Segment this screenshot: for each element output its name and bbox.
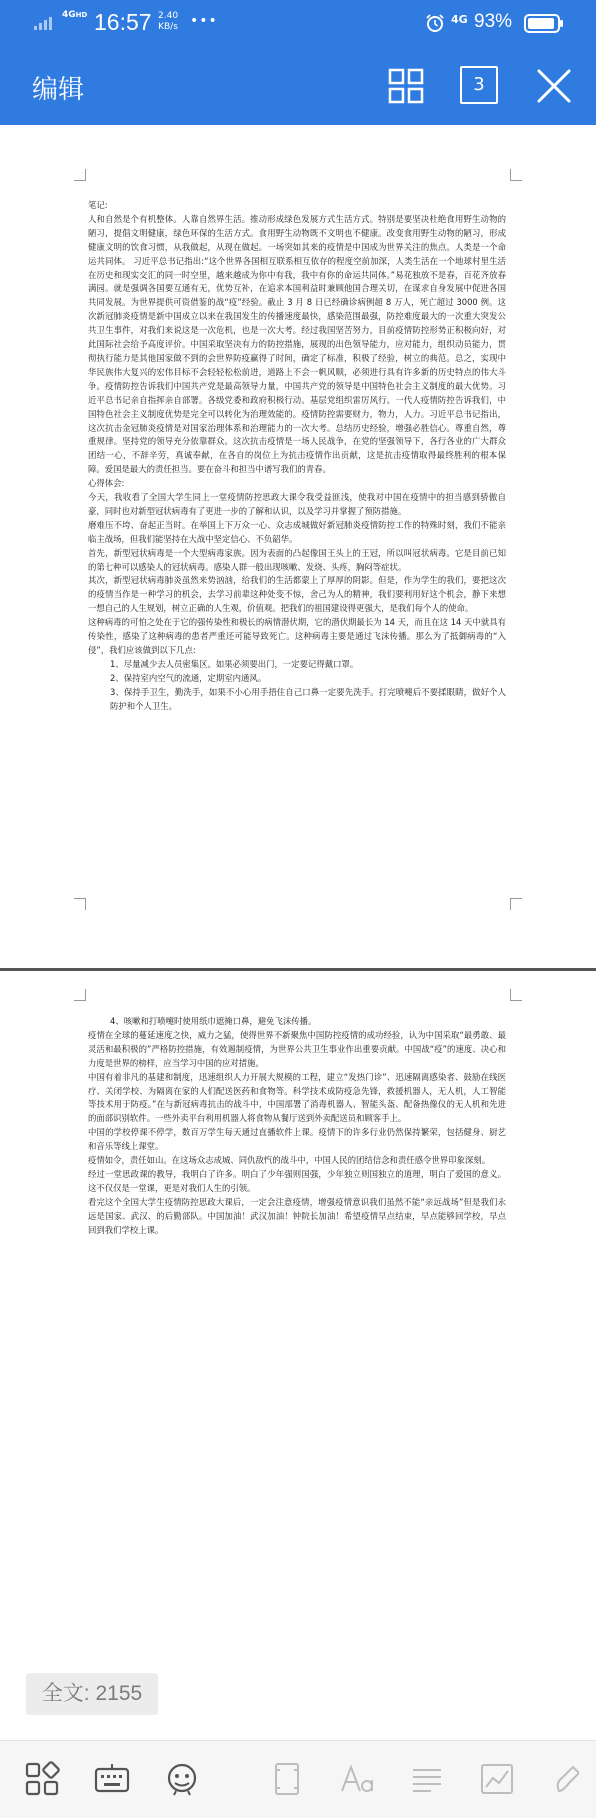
- insert-chart-button[interactable]: [479, 1761, 515, 1797]
- document-paragraph[interactable]: 这种病毒的可怕之处在于它的强传染性和极长的病情潜伏期，它的潜伏期最长为 14 天，而且在这 14 天中就具有传染性，感染了这种病毒的患者严重还可能导致死亡。这种病毒主要是通过飞沫传播。那么为了抵御病毒的“入侵”，我们应该做到以下几点:: [88, 617, 506, 655]
- network-speed-unit: KB/s: [158, 22, 178, 32]
- signal-strength-icon: [34, 16, 56, 30]
- document-paragraph[interactable]: 其次，新型冠状病毒肺炎虽然来势汹汹，给我们的生活都蒙上了厚厚的阴影。但是，作为学生的我们，要把这次的疫情当作是一种学习的机会，去学习前辈这种处变不惊，舍己为人的精神，我们要利用好这个机会，静下来想一想自己的人生规划，树立正确的人生观，价值观。把我们的祖国建设得更强大，是我们每个人的使命。: [88, 575, 506, 614]
- page-count-icon: 3: [460, 66, 498, 104]
- grid-view-button[interactable]: [386, 66, 426, 106]
- page-2-body-text[interactable]: [88, 1015, 506, 1238]
- keyboard-icon: [94, 1761, 130, 1797]
- grid-view-icon: [386, 66, 426, 106]
- insert-chart-icon: [479, 1761, 515, 1797]
- app-bar: [0, 47, 596, 125]
- document-paragraph[interactable]: 中国有着非凡的基建和制度，迅速组织人力开展大规模的工程，建立“发热门诊”、迅速隔离感染者、鼓励在线医疗、关闭学校、为隔离在家的人们配送医药和食物等。科学技术成防疫急先锋，救援机器人，无人机，人工智能等技术用于防疫。”在与新冠病毒抗击的战斗中，中国部署了消毒机器人、智能头盔、配备热像仪的无人机和先进的面部识别软件。一些外卖平台利用机器人将食物从餐厅送到外卖配送员和顾客手上。: [88, 1071, 506, 1124]
- document-paragraph[interactable]: 今天，我收看了全国大学生同上一堂疫情防控思政大课令我受益匪浅，使我对中国在疫情中的担当感到骄傲自豪，同时也对新型冠状病毒有了更进一步的了解和认识，以及学习并掌握了预防措施。: [88, 492, 506, 516]
- brush-button[interactable]: [549, 1761, 579, 1797]
- font-style-button[interactable]: [339, 1761, 375, 1797]
- document-editor[interactable]: [0, 125, 596, 1685]
- network-4g-label: 4G: [451, 13, 468, 26]
- document-paragraph[interactable]: 1、尽量减少去人员密集区。如果必须要出门，一定要记得戴口罩。: [110, 658, 359, 669]
- document-paragraph[interactable]: 笔记:: [88, 200, 108, 210]
- document-paragraph[interactable]: 疫情如令，责任如山。在这场众志成城、同仇敌忾的战斗中，中国人民的团结信念和责任感令世界印象深刻。: [88, 1155, 490, 1166]
- crop-mark: [510, 989, 522, 1001]
- document-paragraph[interactable]: 心得体会:: [88, 478, 125, 489]
- page-setup-button[interactable]: [269, 1761, 305, 1797]
- network-hd-label: HD: [75, 11, 88, 19]
- paragraph-align-button[interactable]: [409, 1761, 445, 1797]
- brush-icon: [549, 1761, 579, 1797]
- battery-percent: 93%: [474, 11, 513, 32]
- document-paragraph[interactable]: 2、保持室内空气的流通，定期室内通风。: [110, 672, 267, 683]
- more-notifications-icon: •••: [190, 13, 218, 29]
- page-1-body-text[interactable]: [88, 199, 506, 714]
- alarm-icon: [425, 13, 445, 33]
- word-count-badge: 全文: 2155: [26, 1673, 158, 1715]
- paragraph-align-icon: [409, 1761, 445, 1797]
- page-setup-icon: [269, 1761, 305, 1797]
- close-icon: [534, 66, 574, 106]
- status-time: 16:57: [94, 9, 152, 35]
- network-type-label: 4G: [62, 10, 76, 20]
- document-paragraph[interactable]: 人和自然是个有机整体。人靠自然界生活。推动形成绿色发展方式生活方式。特别是要坚决杜绝食用野生动物的陋习，提倡文明健康，绿色环保的生活方式。食用野生动物既不文明也不健康。改变食用野生动物的陋习，形成健康文明的饮食习惯，从我做起，从现在做起。一场突如其来的疫情是中国成为世界关注的焦点。人类是一个命运共同体。 习近平总书记指出:“这个世界各国相互联系相互依存的程度空前加深，人类生活在一个地球村里生活在历史和现实交汇的同一时空里，越来越成为你中有我，我中有你的命运共同体。”易花独放不是春，百花齐放春满园。就是强调各国要互通有无，优势互补，在追求本国利益时兼顾他国合理关切，在谋求自身发展中促进各国共同发展。为世界提供可资借鉴的战“疫”经验。截止 3 月 8 日已经确诊病例超 8 万人，死亡超过 3000 例。这次新冠肺炎疫情是新中国成立以来在我国发生的传播速度最快，感染范围最强，防控难度最大的一次重大突发公共卫生事件，对我们来说这是一次危机，也是一次大考。经过我国坚苦努力，目前疫情防控形势正积极向好，对此国际社会给予高度评价。中国采取坚决有力的防控措施，展现的出色领导能力，应对能力，组织动员能力，贯彻执行能力是其他国家做不到的会世界防疫赢得了时间，确定了标准，积极了经验，树立的典范。总之，实现中华民族伟大复兴的宏伟目标不会轻轻松松前进，道路上不会一帆风顺，必须进行具有许多新的历史特点的伟大斗争。疫情防控告诉我们中国共产党是最高领导力量，中国共产党的领导是中国特色社会主义制度的最大优势。习近平总书记亲自指挥亲自部署。各级党委和政府积极行动。基层党组织雷厉风行。一代人疫情防控告诉我们，中国特色社会主义制度优势是完全可以转化为治理效能的。疫情防控需要财力，物力，人力。习近平总书记指出，这次抗击金冠肺炎疫情是对国家治理体系和治理能力的一次大考。总结历史经验，增强必胜信心。尊重自然，尊重规律。坚持党的领导充分依靠群众。这次抗击疫情是一场人民战争，在党的坚强领导下，各行各业的广大群众团结一心，不辞辛劳，真诚奉献，在各自的岗位上为抗击疫情作出贡献，这是抗击疫情取得最终胜利的根本保障。爱国是最大的责任担当。要在奋斗和担当中谱写我们的青春。: [88, 213, 506, 475]
- font-style-icon: [339, 1761, 375, 1797]
- crop-mark: [74, 169, 86, 181]
- crop-mark: [74, 898, 86, 910]
- page-title: 编辑: [32, 75, 85, 105]
- document-paragraph[interactable]: 疫情在全球的蔓延速度之快，威力之猛，使得世界不新聚焦中国防控疫情的成功经验，认为中国采取“最勇敢、最灵活和最积极的”严格防控措施，有效遏制疫情，为世界公共卫生事业作出重要贡献。中国战“疫”的速度、决心和力度是世界的榜样，应当学习中国的应对措施。: [88, 1029, 506, 1068]
- document-paragraph[interactable]: 3、保持手卫生，勤洗手，如果不小心用手捂住自己口鼻一定要先洗手。打完喷嚏后不要揉眼睛，做好个人防护和个人卫生。: [110, 686, 506, 711]
- voice-assistant-button[interactable]: [164, 1761, 200, 1797]
- document-paragraph[interactable]: 中国的学校停课不停学，数百万学生每天通过直播软件上课。疫情下的许多行业仍然保持繁荣，包括健身、厨艺和音乐等线上课堂。: [88, 1127, 506, 1152]
- page-count-button[interactable]: [460, 66, 500, 106]
- document-page-1[interactable]: [0, 125, 596, 968]
- bottom-toolbar: [0, 1740, 596, 1818]
- crop-mark: [510, 169, 522, 181]
- keyboard-button[interactable]: [94, 1761, 130, 1797]
- document-paragraph[interactable]: 看完这个全国大学生疫情防控思政大课后，一定会注意疫情，增强疫情意识我们虽然不能“亲远战场”但是我们永远是国家、武汉、的后勤部队。中国加油！武汉加油！钟院长加油！希望疫情早点结束，早点能够回学校，早点回到我们学校上课。: [88, 1196, 506, 1235]
- network-speed: [158, 11, 178, 33]
- crop-mark: [74, 989, 86, 1001]
- network-speed-value: 2.40: [158, 11, 179, 21]
- document-paragraph[interactable]: 4、咳嗽和打喷嚏时使用纸巾遮掩口鼻，避免飞沫传播。: [110, 1016, 317, 1026]
- document-page-2[interactable]: [0, 971, 596, 1685]
- layout-grid-icon: [24, 1761, 60, 1797]
- close-button[interactable]: [534, 66, 574, 106]
- crop-mark: [510, 898, 522, 910]
- voice-assistant-icon: [164, 1761, 200, 1797]
- document-paragraph[interactable]: 经过一堂思政课的教导，我明白了许多。明白了少年强则国强，少年独立则国独立的道理，明白了爱国的意义。这不仅仅是一堂课，更是对我们人生的引领。: [88, 1168, 506, 1193]
- battery-icon: [524, 14, 564, 33]
- network-type-badge: [62, 11, 87, 20]
- document-paragraph[interactable]: 磨难压不垮、奋起正当时。在举国上下万众一心、众志成城做好新冠肺炎疫情防控工作的特殊时刻，我们不能亲临主战场，但我们能坚持在大战中坚定信心、不负韶华。: [88, 519, 506, 544]
- status-bar: [0, 0, 596, 47]
- document-paragraph[interactable]: 首先，新型冠状病毒是一个大型病毒家族。因为表面的凸起像国王头上的王冠，所以叫冠状病毒。它是目前已知的第七种可以感染人的冠状病毒。感染人群一般出现咳嗽、发烧、头疼，胸闷等症状。: [88, 547, 506, 572]
- layout-button[interactable]: [24, 1761, 60, 1797]
